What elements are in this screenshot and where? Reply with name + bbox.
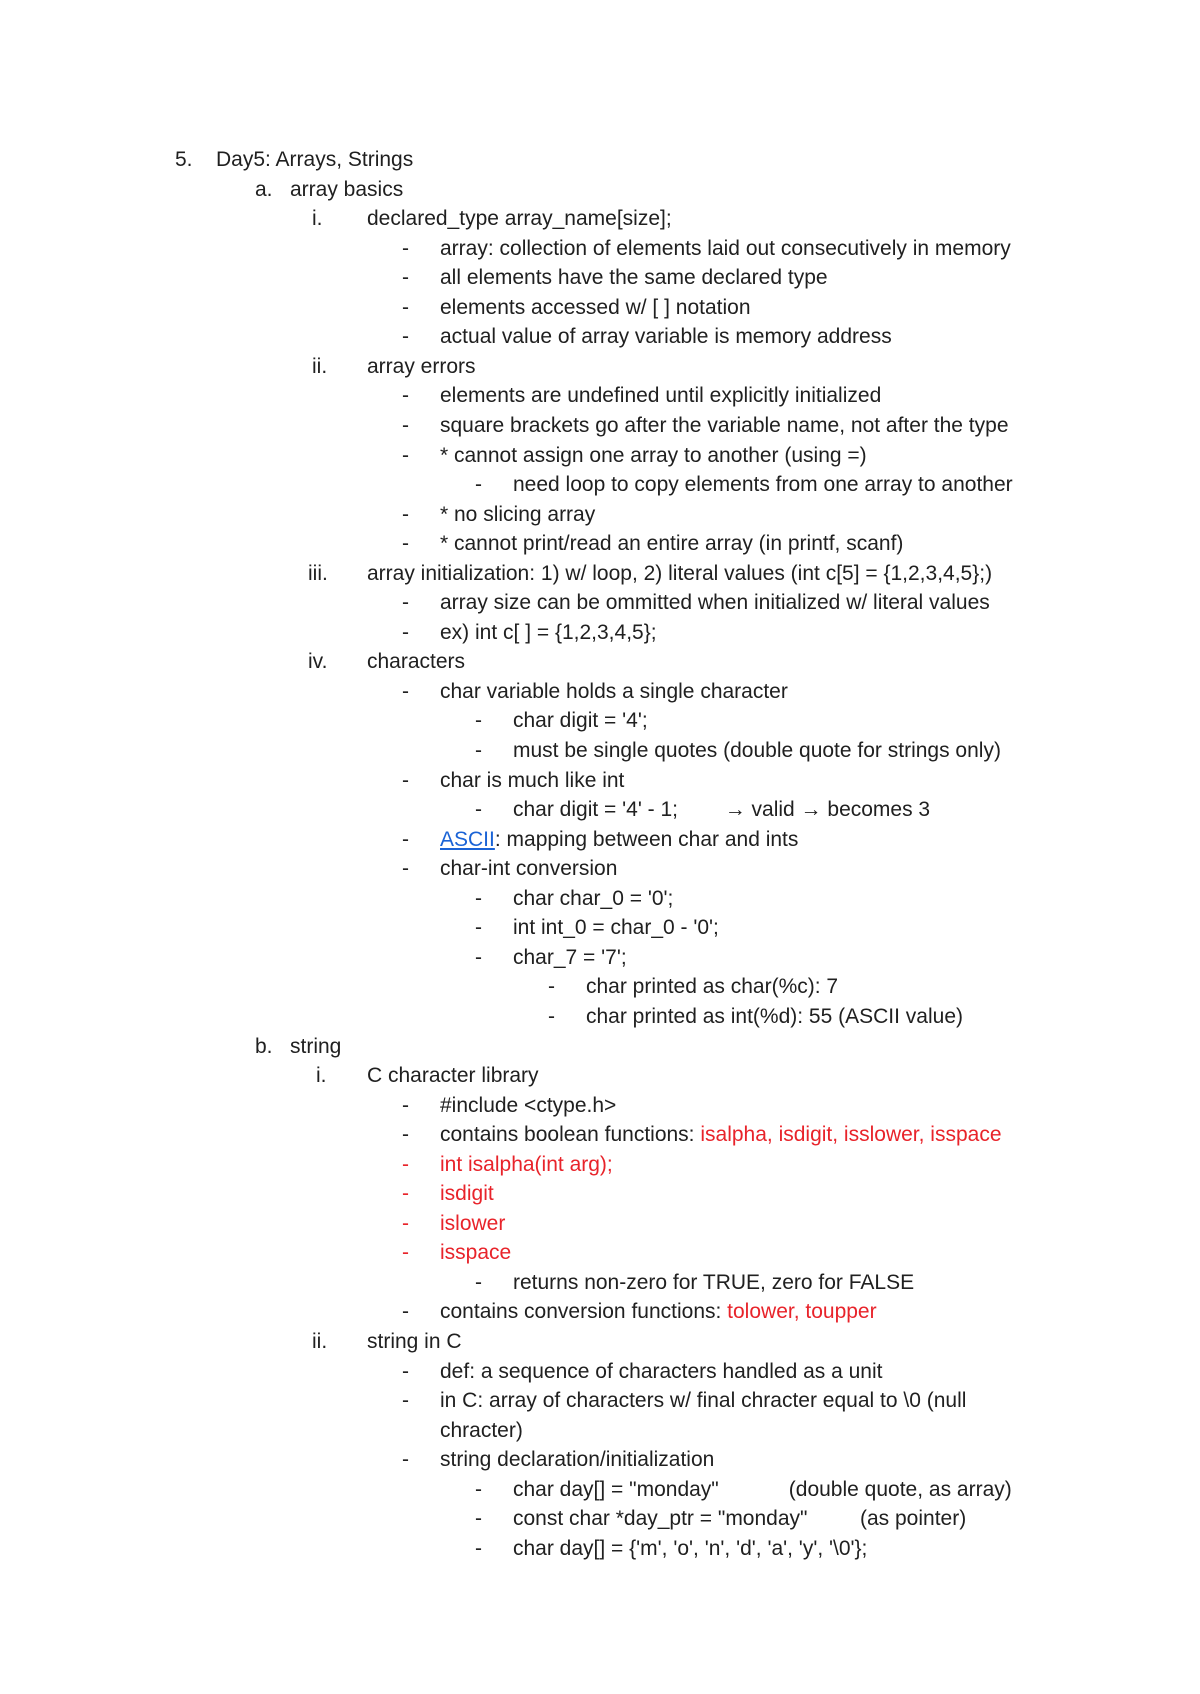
outline-line <box>0 352 1150 382</box>
list-number: b. <box>255 1034 273 1058</box>
list-bullet: - <box>475 739 482 762</box>
list-bullet: - <box>475 1477 482 1501</box>
highlighted-text: isdigit <box>440 1182 494 1206</box>
text-segment: declared_type array_name[size]; <box>367 207 672 231</box>
list-bullet: - <box>402 1359 409 1383</box>
line-text <box>440 825 798 855</box>
line-text <box>440 1445 714 1475</box>
outline-line <box>0 618 1150 648</box>
list-bullet: - <box>402 1182 409 1206</box>
outline-line <box>0 795 1150 825</box>
line-text <box>513 1475 1012 1505</box>
outline-line <box>0 588 1150 618</box>
line-text <box>440 588 990 618</box>
outline-line <box>0 1091 1150 1121</box>
line-text <box>440 500 595 530</box>
list-bullet: - <box>402 502 409 526</box>
text-segment: array basics <box>290 177 404 201</box>
outline-line <box>0 913 1150 943</box>
text-segment: char printed as char(%c): 7 <box>586 975 839 999</box>
line-text <box>440 1179 494 1209</box>
highlighted-text: tolower, toupper <box>727 1300 877 1324</box>
outline-line <box>0 500 1150 530</box>
list-bullet: - <box>402 325 409 349</box>
list-bullet: - <box>475 1270 482 1294</box>
list-bullet: - <box>402 1448 409 1472</box>
list-number: iii. <box>308 561 328 585</box>
line-text <box>440 381 881 411</box>
line-text <box>440 1416 523 1446</box>
outline-line <box>0 411 1150 441</box>
text-segment: array: collection of elements laid out consecutively in memory <box>440 236 1011 260</box>
list-bullet: - <box>402 1152 409 1176</box>
text-segment: in C: array of characters w/ final chracter equal to \0 (null <box>440 1389 967 1413</box>
text-segment: characters <box>367 650 466 674</box>
line-text <box>440 529 903 559</box>
outline-line <box>0 884 1150 914</box>
list-bullet: - <box>475 916 482 940</box>
text-segment: int int_0 = char_0 - '0'; <box>513 916 719 940</box>
line-text <box>513 913 719 943</box>
outline-line <box>0 1061 1150 1091</box>
list-bullet: - <box>402 1211 409 1235</box>
text-segment: string declaration/initialization <box>440 1448 715 1472</box>
text-segment: char printed as int(%d): 55 (ASCII value) <box>586 1004 963 1028</box>
text-segment: Day5: Arrays, Strings <box>216 148 414 171</box>
line-text <box>290 175 403 205</box>
text-segment: const char *day_ptr = "monday" (as pointer) <box>513 1507 967 1531</box>
line-text <box>367 647 465 677</box>
outline-line <box>0 1475 1150 1505</box>
outline-line <box>0 972 1150 1002</box>
line-text <box>513 736 1001 766</box>
text-segment: ex) int c[ ] = {1,2,3,4,5}; <box>440 620 657 644</box>
text-segment: need loop to copy elements from one array to another <box>513 473 1013 497</box>
text-segment: contains boolean functions: <box>440 1123 701 1147</box>
outline-line <box>0 1386 1150 1416</box>
outline-line <box>0 1416 1150 1446</box>
outline-line <box>0 736 1150 766</box>
list-bullet: - <box>402 679 409 703</box>
outline-line <box>0 293 1150 323</box>
outline-line <box>0 1179 1150 1209</box>
outline-line <box>0 854 1150 884</box>
line-text <box>586 972 838 1002</box>
text-segment: C character library <box>367 1064 539 1088</box>
list-number: ii. <box>312 354 328 378</box>
highlighted-text: isalpha, isdigit, isslower, isspace <box>700 1123 1002 1147</box>
text-segment: actual value of array variable is memory address <box>440 325 892 349</box>
text-segment: char day[] = "monday" (double quote, as array) <box>513 1477 1012 1501</box>
outline-line <box>0 647 1150 677</box>
line-text <box>440 411 1009 441</box>
line-text <box>513 470 1013 500</box>
line-text <box>440 618 657 648</box>
outline-line <box>0 441 1150 471</box>
list-bullet: - <box>402 857 409 881</box>
outline-line <box>0 1209 1150 1239</box>
line-text <box>586 1002 963 1032</box>
text-segment: array errors <box>367 354 476 378</box>
list-bullet: - <box>402 1389 409 1413</box>
list-number: i. <box>312 207 323 231</box>
line-text <box>367 559 992 589</box>
outline-line <box>0 529 1150 559</box>
line-text <box>290 1032 341 1062</box>
line-text <box>367 1327 462 1357</box>
list-bullet: - <box>402 768 409 792</box>
outline-line <box>0 381 1150 411</box>
line-text <box>440 441 867 471</box>
outline-line <box>0 204 1150 234</box>
list-bullet: - <box>402 1123 409 1147</box>
outline-line <box>0 1002 1150 1032</box>
text-segment: string in C <box>367 1330 462 1353</box>
outline-line <box>0 1297 1150 1327</box>
list-bullet: - <box>475 886 482 910</box>
outline-line <box>0 1327 1150 1357</box>
text-segment: char-int conversion <box>440 857 618 881</box>
list-bullet: - <box>475 798 482 822</box>
line-text <box>513 884 673 914</box>
text-segment: char is much like int <box>440 768 625 792</box>
text-segment: * cannot assign one array to another (using =) <box>440 443 867 467</box>
line-text <box>513 1268 914 1298</box>
line-text <box>440 234 1011 264</box>
outline-line <box>0 1268 1150 1298</box>
outline-line <box>0 1032 1150 1062</box>
outline-line <box>0 1150 1150 1180</box>
outline-line <box>0 263 1150 293</box>
list-bullet: - <box>402 620 409 644</box>
line-text <box>367 204 672 234</box>
line-text <box>440 766 624 796</box>
outline-line <box>0 234 1150 264</box>
list-bullet: - <box>402 295 409 319</box>
highlighted-text: islower <box>440 1211 506 1235</box>
list-bullet: - <box>402 413 409 437</box>
line-text <box>367 352 476 382</box>
text-segment: * cannot print/read an entire array (in printf, scanf) <box>440 532 904 556</box>
text-segment: returns non-zero for TRUE, zero for FALSE <box>513 1270 915 1294</box>
list-bullet: - <box>402 591 409 615</box>
line-text <box>216 145 413 175</box>
outline-line <box>0 706 1150 736</box>
line-text <box>440 1357 882 1387</box>
list-bullet: - <box>475 473 482 497</box>
list-bullet: - <box>402 443 409 467</box>
ascii-link[interactable]: ASCII <box>440 827 495 851</box>
list-bullet: - <box>402 384 409 408</box>
line-text <box>440 293 751 323</box>
list-number: ii. <box>312 1330 328 1353</box>
list-bullet: - <box>402 1241 409 1265</box>
text-segment: array initialization: 1) w/ loop, 2) literal values (int c[5] = {1,2,3,4,5};) <box>367 561 993 585</box>
list-bullet: - <box>402 1300 409 1324</box>
highlighted-text: isspace <box>440 1241 512 1265</box>
outline-line <box>0 943 1150 973</box>
list-bullet: - <box>402 532 409 556</box>
line-text <box>440 1120 1002 1150</box>
line-text <box>440 1150 613 1180</box>
outline-line <box>0 470 1150 500</box>
outline-line <box>0 1534 1150 1564</box>
text-segment: elements accessed w/ [ ] notation <box>440 295 751 319</box>
text-segment: must be single quotes (double quote for strings only) <box>513 739 1001 762</box>
line-text <box>440 263 828 293</box>
line-text <box>440 1238 511 1268</box>
list-number: iv. <box>308 650 328 674</box>
outline-line <box>0 1445 1150 1475</box>
text-segment: square brackets go after the variable name, not after the type <box>440 413 1009 437</box>
outline-line <box>0 1238 1150 1268</box>
highlighted-text: int isalpha(int arg); <box>440 1152 613 1176</box>
text-segment: string <box>290 1034 342 1058</box>
text-segment: def: a sequence of characters handled as a unit <box>440 1359 883 1383</box>
list-number: i. <box>316 1064 327 1088</box>
list-number: 5. <box>175 148 193 171</box>
text-segment: char day[] = {'m', 'o', 'n', 'd', 'a', 'y', '\0'}; <box>513 1536 868 1560</box>
list-bullet: - <box>548 975 555 999</box>
line-text <box>440 1386 966 1416</box>
list-bullet: - <box>402 827 409 851</box>
list-bullet: - <box>475 1536 482 1560</box>
list-bullet: - <box>475 945 482 969</box>
text-segment: char digit = '4'; <box>513 709 648 733</box>
line-text <box>513 1534 867 1564</box>
line-text <box>513 1504 966 1534</box>
line-text <box>440 1091 616 1121</box>
list-bullet: - <box>475 709 482 733</box>
text-segment: char char_0 = '0'; <box>513 886 674 910</box>
list-bullet: - <box>402 1093 409 1117</box>
line-text <box>440 322 892 352</box>
line-text <box>440 1209 505 1239</box>
outline-line <box>0 1120 1150 1150</box>
outline-line <box>0 1357 1150 1387</box>
line-text <box>513 795 930 825</box>
text-segment: chracter) <box>440 1418 523 1442</box>
text-segment: char digit = '4' - 1; → valid → becomes 3 <box>513 798 931 822</box>
list-bullet: - <box>402 266 409 290</box>
line-text <box>513 943 627 973</box>
outline-line <box>0 145 1150 175</box>
outline-line <box>0 175 1150 205</box>
list-bullet: - <box>475 1507 482 1531</box>
line-text <box>440 1297 877 1327</box>
text-segment: char_7 = '7'; <box>513 945 627 969</box>
line-text <box>367 1061 539 1091</box>
list-bullet: - <box>402 236 409 260</box>
outline-line <box>0 1504 1150 1534</box>
line-text <box>440 677 788 707</box>
text-segment: char variable holds a single character <box>440 679 788 703</box>
text-segment: #include <ctype.h> <box>440 1093 617 1117</box>
text-segment: * no slicing array <box>440 502 596 526</box>
text-segment: all elements have the same declared type <box>440 266 828 290</box>
text-segment: contains conversion functions: <box>440 1300 728 1324</box>
list-bullet: - <box>548 1004 555 1028</box>
list-number: a. <box>255 177 273 201</box>
outline-line <box>0 322 1150 352</box>
outline-line <box>0 825 1150 855</box>
text-segment: array size can be ommitted when initialized w/ literal values <box>440 591 990 615</box>
text-segment: elements are undefined until explicitly initialized <box>440 384 882 408</box>
line-text <box>513 706 648 736</box>
outline-line <box>0 766 1150 796</box>
outline-line <box>0 559 1150 589</box>
text-segment: : mapping between char and ints <box>494 827 799 851</box>
outline-line <box>0 677 1150 707</box>
line-text <box>440 854 617 884</box>
